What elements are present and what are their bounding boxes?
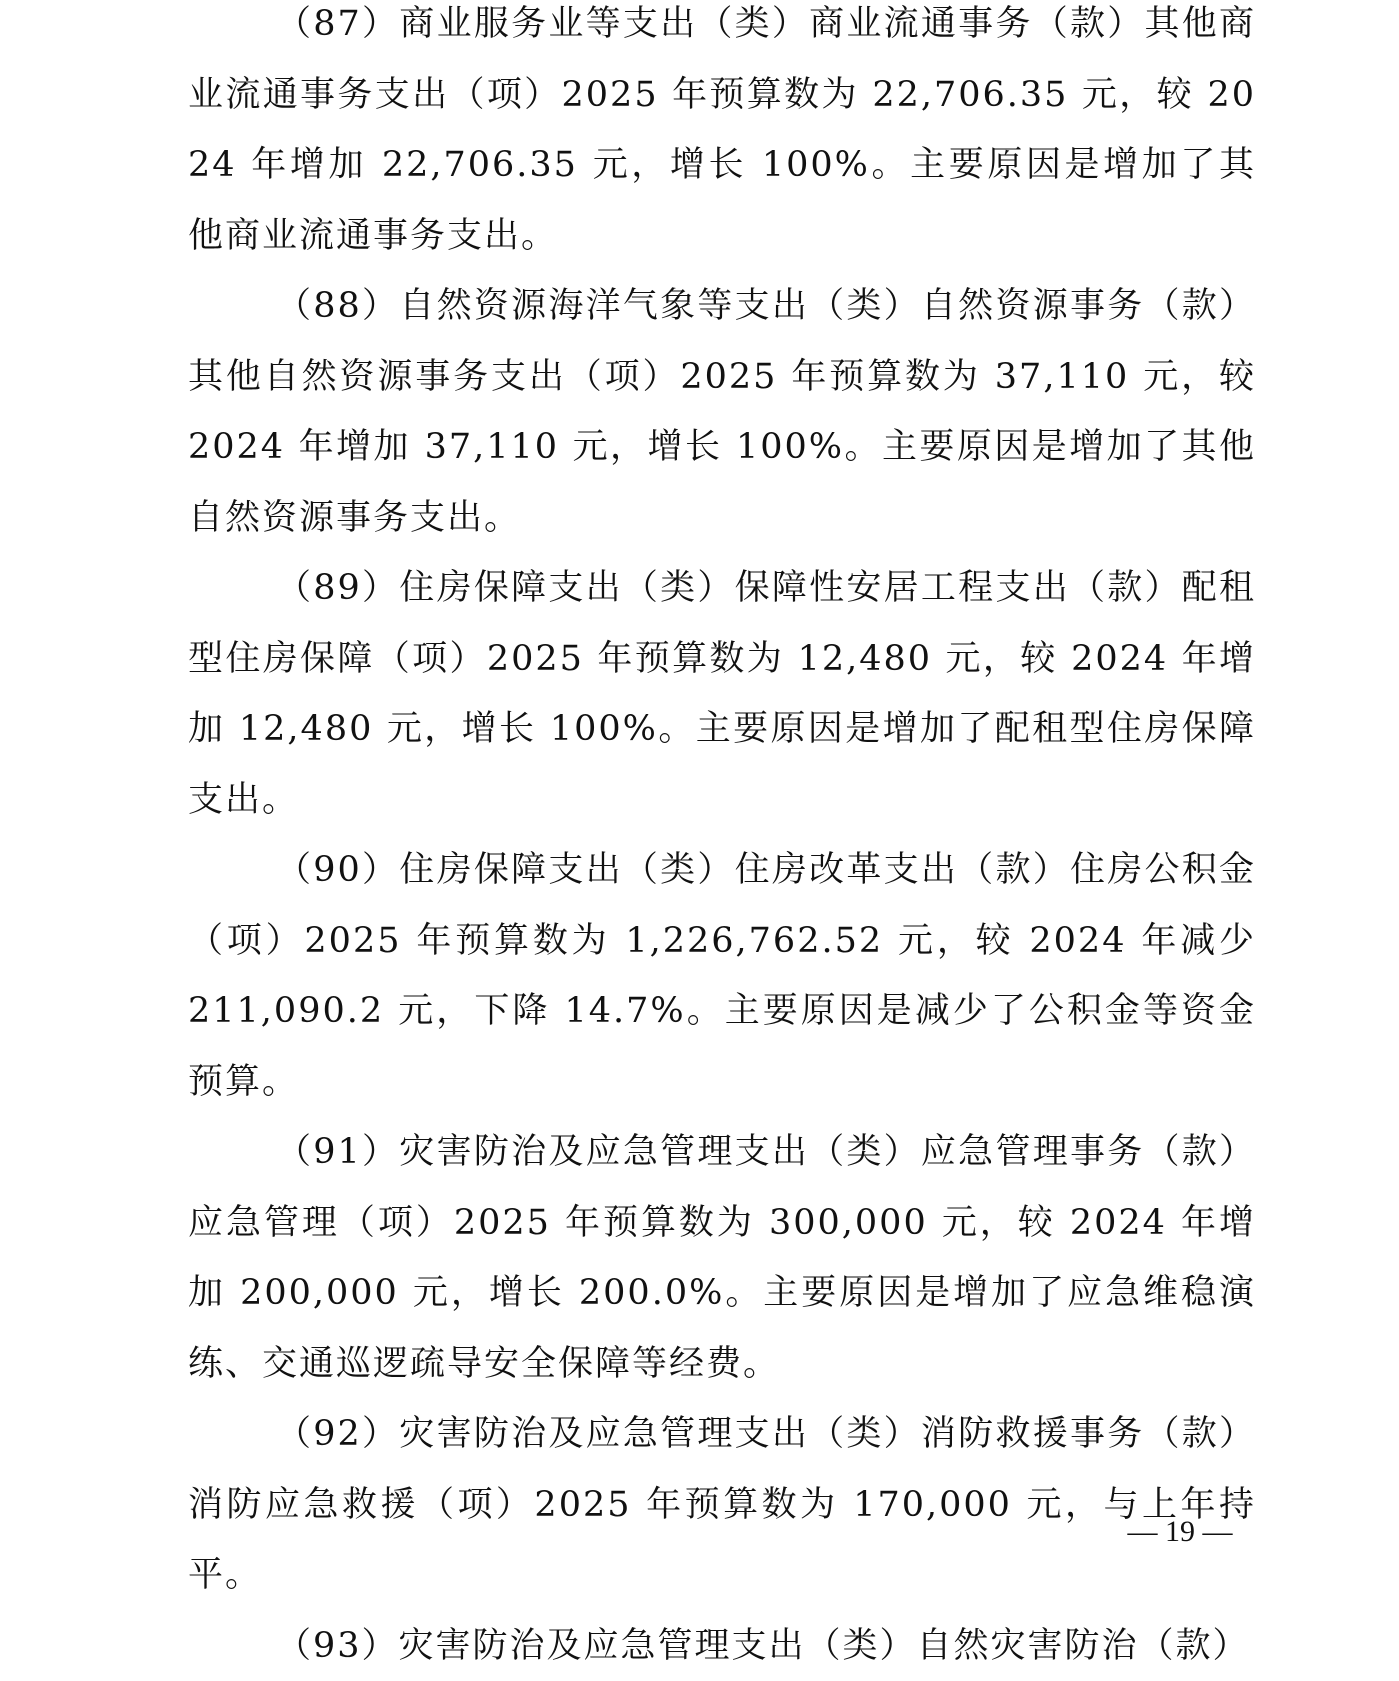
paragraph-88: （88）自然资源海洋气象等支出（类）自然资源事务（款）其他自然资源事务支出（项）2025 年预算数为 37,110 元，较 2024 年增加 37,110 元，增长 100%。主要原因是增加了其他自然资源事务支出。: [188, 271, 1256, 553]
paragraph-92: （92）灾害防治及应急管理支出（类）消防救援事务（款）消防应急救援（项）2025 年预算数为 170,000 元，与上年持平。: [188, 1399, 1256, 1611]
paragraph-89: （89）住房保障支出（类）保障性安居工程支出（款）配租型住房保障（项）2025 年预算数为 12,480 元，较 2024 年增加 12,480 元，增长 100%。主要原因是增加了配租型住房保障支出。: [188, 553, 1256, 835]
paragraph-91: （91）灾害防治及应急管理支出（类）应急管理事务（款）应急管理（项）2025 年预算数为 300,000 元，较 2024 年增加 200,000 元，增长 200.0%。主要原因是增加了应急维稳演练、交通巡逻疏导安全保障等经费。: [188, 1117, 1256, 1399]
paragraph-87: （87）商业服务业等支出（类）商业流通事务（款）其他商业流通事务支出（项）2025 年预算数为 22,706.35 元，较 2024 年增加 22,706.35 元，增长 100%。主要原因是增加了其他商业流通事务支出。: [188, 0, 1256, 271]
paragraph-90: （90）住房保障支出（类）住房改革支出（款）住房公积金（项）2025 年预算数为 1,226,762.52 元，较 2024 年减少 211,090.2 元，下降 14.7%。主要原因是减少了公积金等资金预算。: [188, 835, 1256, 1117]
page-number: — 19 —: [1100, 1512, 1260, 1552]
document-body: [188, 0, 1256, 1681]
paragraph-93: （93）灾害防治及应急管理支出（类）自然灾害防治（款）: [188, 1611, 1256, 1681]
